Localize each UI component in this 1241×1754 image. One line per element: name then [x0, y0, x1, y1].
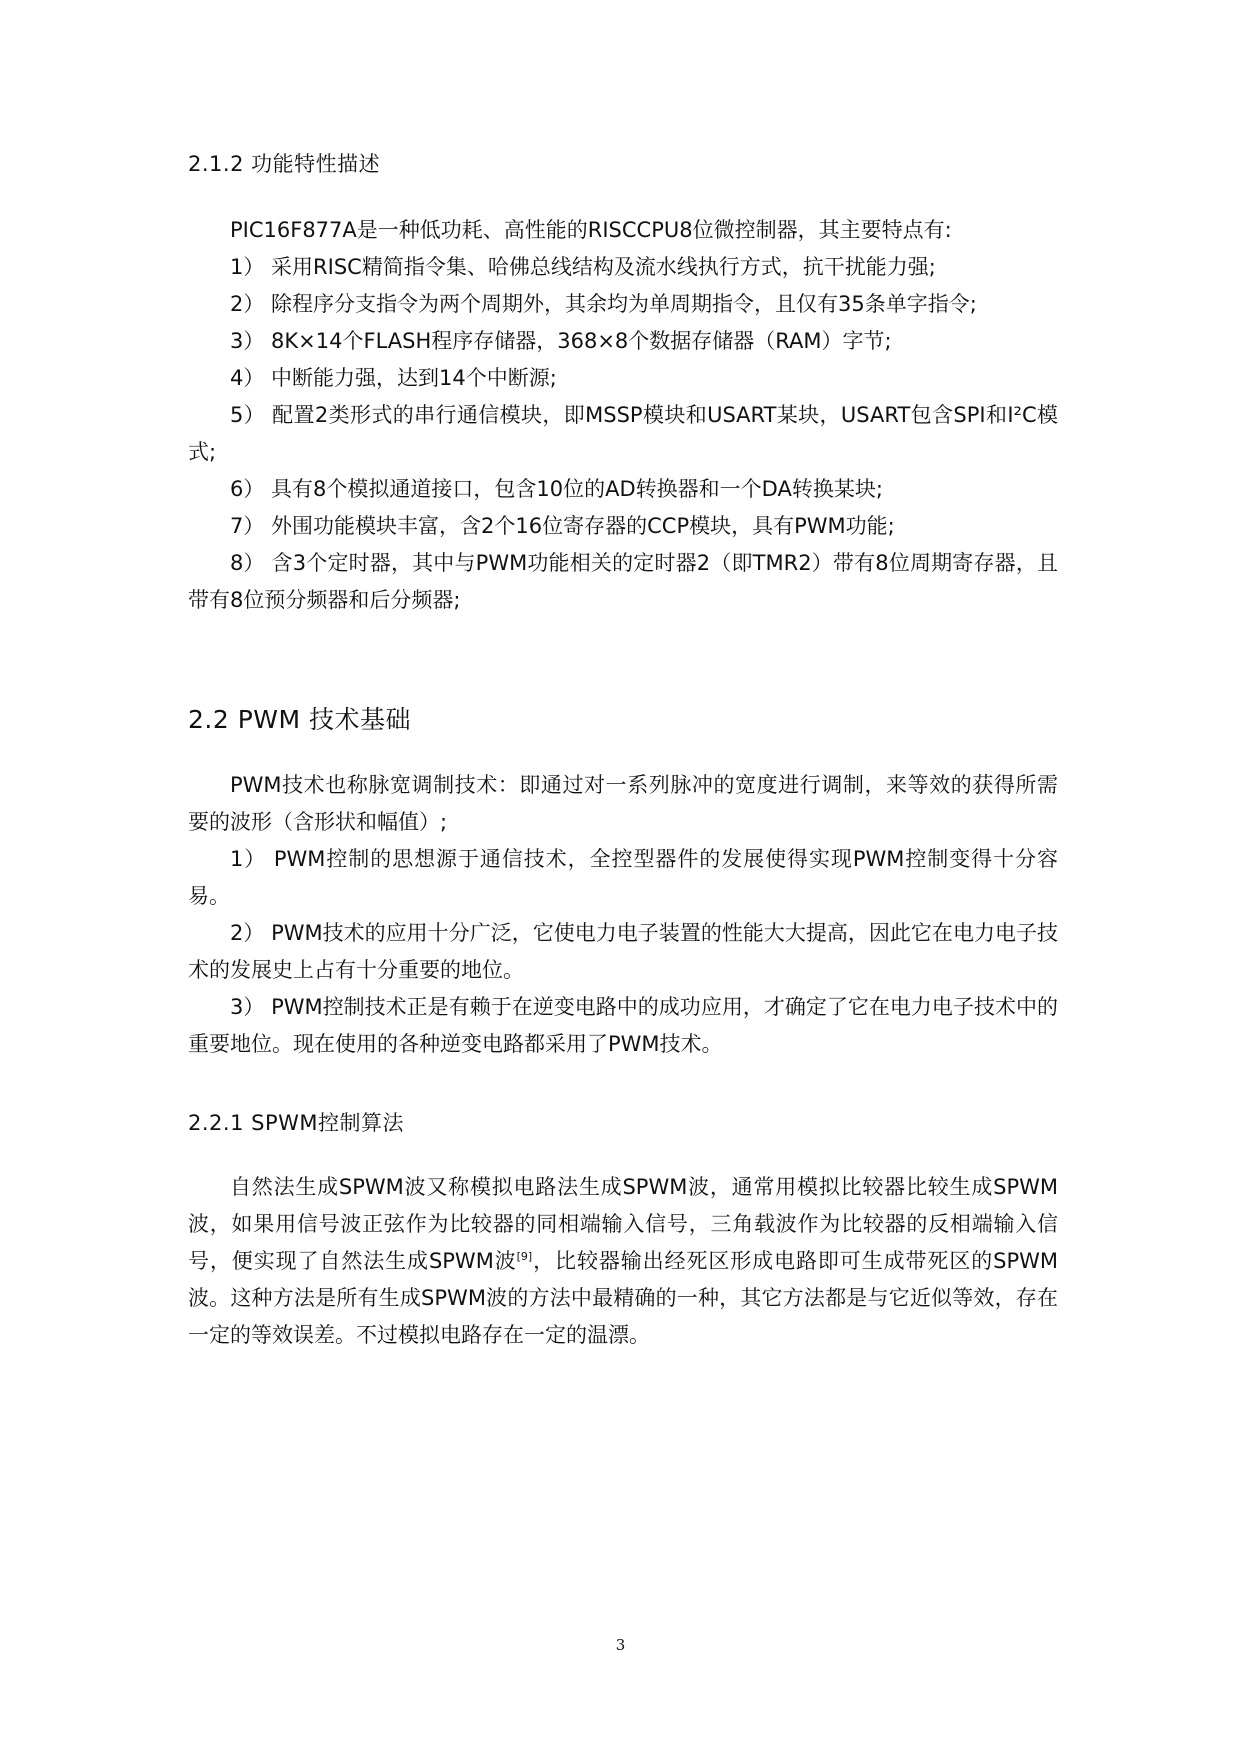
list-item: 4） 中断能力强，达到14个中断源;: [230, 366, 557, 390]
list-item: 3） PWM控制技术正是有赖于在逆变电路中的成功应用，才确定了它在电力电子技术中的重要地位。现在使用的各种逆变电路都采用了PWM技术。: [188, 995, 1058, 1056]
section-body-2-2: [188, 767, 1058, 1063]
citation-reference: [9]: [516, 1250, 533, 1263]
paragraph-text: ，比较器输出经死区形成电路即可生成带死区的SPWM波。这种方法是所有生成SPWM波的方法中最精确的一种，其它方法都是与它近似等效，存在一定的等效误差。不过模拟电路存在一定的温漂。: [188, 1249, 1058, 1347]
section-heading-2-2: 2.2 PWM 技术基础: [188, 705, 412, 734]
list-item: 5） 配置2类形式的串行通信模块，即MSSP模块和USART某块，USART包含SPI和I²C模式;: [188, 403, 1058, 464]
section-heading-2-2-1: 2.2.1 SPWM控制算法: [188, 1111, 404, 1135]
paragraph-text: 自然法生成SPWM波又称模拟电路法生成SPWM波，通常用模拟比较器比较生成SPWM波，如果用信号波正弦作为比较器的同相端输入信号，三角载波作为比较器的反相端输入信号，便实现了自然法生成SPWM波: [188, 1175, 1058, 1273]
paragraph-intro: PIC16F877A是一种低功耗、高性能的RISCCPU8位微控制器，其主要特点有:: [230, 218, 952, 242]
list-item: 7） 外围功能模块丰富，含2个16位寄存器的CCP模块，具有PWM功能;: [230, 514, 895, 538]
list-item: 6） 具有8个模拟通道接口，包含10位的AD转换器和一个DA转换某块;: [230, 477, 883, 501]
list-item: 1） PWM控制的思想源于通信技术，全控型器件的发展使得实现PWM控制变得十分容易。: [188, 847, 1058, 908]
list-item: 1） 采用RISC精简指令集、哈佛总线结构及流水线执行方式，抗干扰能力强;: [230, 255, 936, 279]
paragraph-intro: PWM技术也称脉宽调制技术：即通过对一系列脉冲的宽度进行调制，来等效的获得所需要的波形（含形状和幅值）;: [188, 773, 1058, 834]
section-body-2-1-2: [188, 212, 1058, 619]
list-item: 8） 含3个定时器，其中与PWM功能相关的定时器2（即TMR2）带有8位周期寄存器，且带有8位预分频器和后分频器;: [188, 551, 1058, 612]
list-item: 2） PWM技术的应用十分广泛，它使电力电子装置的性能大大提高，因此它在电力电子技术的发展史上占有十分重要的地位。: [188, 921, 1058, 982]
section-heading-2-1-2: 2.1.2 功能特性描述: [188, 152, 381, 176]
paragraph-spwm: [188, 1169, 1058, 1354]
page-number: 3: [615, 1636, 626, 1654]
list-item: 2） 除程序分支指令为两个周期外，其余均为单周期指令，且仅有35条单字指令;: [230, 292, 977, 316]
list-item: 3） 8K×14个FLASH程序存储器，368×8个数据存储器（RAM）字节;: [230, 329, 892, 353]
section-body-2-2-1: [188, 1169, 1058, 1354]
